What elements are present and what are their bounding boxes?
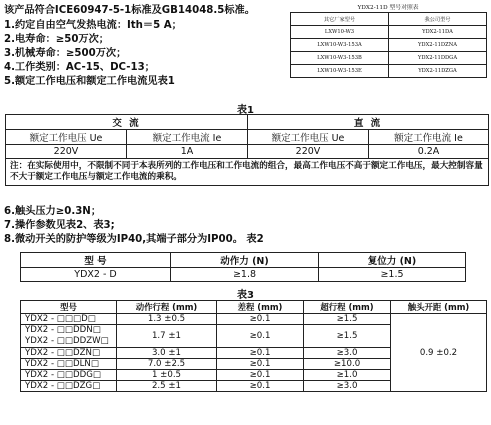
table-header: 动作行程 (mm) <box>117 301 217 314</box>
table3-caption: 表3 <box>237 290 254 301</box>
table-header: 差程 (mm) <box>217 301 304 314</box>
table-cell: ≥3.0 <box>304 381 391 392</box>
spec-item-6: 6.触头压力≥0.3N； <box>4 206 102 217</box>
table-header: 额定工作电流 Ie <box>127 130 248 145</box>
table-cell: ≥0.1 <box>217 314 304 325</box>
spec-item-2: 2.电寿命：≥50万次； <box>4 34 109 45</box>
table-header: 触头开距 (mm) <box>391 301 487 314</box>
table-cell: YDX2 - D <box>21 268 171 282</box>
table-cell: ≥10.0 <box>304 359 391 370</box>
table1-note: 注：在实际使用中，不限制不同于本表所列的工作电压和工作电流的组合，最高工作电压不高于额定工作电压，最大控制容量不大于额定工作电压与额定工作电流的乘积。 <box>6 159 489 186</box>
table-row <box>291 52 487 65</box>
table-row <box>291 26 487 39</box>
table-cell: 220V <box>6 145 127 159</box>
table-row <box>21 301 487 314</box>
table-cell: ≥1.8 <box>171 268 319 282</box>
table-cell: 1.7 ±1 <box>117 325 217 348</box>
table-cell: LXW10-W3-153B <box>291 52 389 65</box>
table-cell: YDX2-11DDGA <box>389 52 487 65</box>
table-row <box>291 39 487 52</box>
model-cell: YDX2 - □□DZG□ <box>21 381 117 392</box>
table-cell: 1A <box>127 145 248 159</box>
spec-item-8: 8.微动开关的防护等级为IP40,其端子部分为IP00。 表2 <box>4 234 264 245</box>
table-cell: 1 ±0.5 <box>117 370 217 381</box>
table-row <box>6 159 489 186</box>
table-row <box>21 314 487 325</box>
spec-item-3: 3.机械寿命：≥500万次； <box>4 48 127 59</box>
table-cell: 0.2A <box>369 145 489 159</box>
table-cell: 2.5 ±1 <box>117 381 217 392</box>
table-header: 额定工作电压 Ue <box>6 130 127 145</box>
table1 <box>5 114 489 186</box>
table-row <box>6 145 489 159</box>
table2 <box>20 252 466 282</box>
ac-header: 交 流 <box>6 115 248 130</box>
table-cell: YDX2-11DA <box>389 26 487 39</box>
table-cell: ≥0.1 <box>217 348 304 359</box>
contact-gap-cell: 0.9 ±0.2 <box>391 314 487 392</box>
table-header: 我公司型号 <box>389 13 487 26</box>
comparison-title: YDX2-11D 型号对照表 <box>357 5 419 11</box>
model-cell: YDX2 - □□DDG□ <box>21 370 117 381</box>
table-row <box>6 130 489 145</box>
table-cell: ≥1.5 <box>319 268 466 282</box>
table-header: 额定工作电压 Ue <box>248 130 369 145</box>
table-cell: 1.3 ±0.5 <box>117 314 217 325</box>
spec-standard: 该产品符合ICE60947-5-1标准及GB14048.5标准。 <box>4 5 255 16</box>
table1-caption: 表1 <box>237 105 254 116</box>
table-row <box>21 253 466 268</box>
table-cell: ≥0.1 <box>217 381 304 392</box>
table-cell: YDX2-11DZNA <box>389 39 487 52</box>
table-header: 型号 <box>21 301 117 314</box>
table-cell: ≥0.1 <box>217 370 304 381</box>
table-header: 其它厂家型号 <box>291 13 389 26</box>
model-cell: YDX2 - □□DZN□ <box>21 348 117 359</box>
table3 <box>20 300 487 392</box>
table-cell: ≥1.5 <box>304 325 391 348</box>
table-cell: 7.0 ±2.5 <box>117 359 217 370</box>
table-cell: ≥1.0 <box>304 370 391 381</box>
spec-item-4: 4.工作类别：AC-15、DC-13； <box>4 62 155 73</box>
table-cell: LXW10-W3-153A <box>291 39 389 52</box>
model-cell: YDX2 - □□DDN□ YDX2 - □□DDZW□ <box>21 325 117 348</box>
table-cell: 3.0 ±1 <box>117 348 217 359</box>
spec-item-1: 1.约定自由空气发热电流：Ith＝5 A； <box>4 20 182 31</box>
dc-header: 直 流 <box>248 115 489 130</box>
model-cell: YDX2 - □□□D□ <box>21 314 117 325</box>
table-cell: ≥0.1 <box>217 359 304 370</box>
table-row <box>291 13 487 26</box>
table-cell: LXW10-W3-153E <box>291 65 389 78</box>
table-cell: ≥1.5 <box>304 314 391 325</box>
spec-item-7: 7.操作参数见表2、表3; <box>4 220 115 231</box>
model-cell: YDX2 - □□DLN□ <box>21 359 117 370</box>
table-header: 超行程 (mm) <box>304 301 391 314</box>
spec-item-5: 5.额定工作电压和额定工作电流见表1 <box>4 76 175 87</box>
table-cell: ≥3.0 <box>304 348 391 359</box>
table-row <box>21 268 466 282</box>
table-row <box>6 115 489 130</box>
table-cell: LXW10-W3 <box>291 26 389 39</box>
table-header: 复位力 (N) <box>319 253 466 268</box>
table-cell: YDX2-11DZGA <box>389 65 487 78</box>
table-header: 型 号 <box>21 253 171 268</box>
table-row <box>291 65 487 78</box>
table-cell: ≥0.1 <box>217 325 304 348</box>
table-cell: 220V <box>248 145 369 159</box>
table-header: 额定工作电流 Ie <box>369 130 489 145</box>
table-header: 动作力 (N) <box>171 253 319 268</box>
comparison-table <box>290 12 487 78</box>
